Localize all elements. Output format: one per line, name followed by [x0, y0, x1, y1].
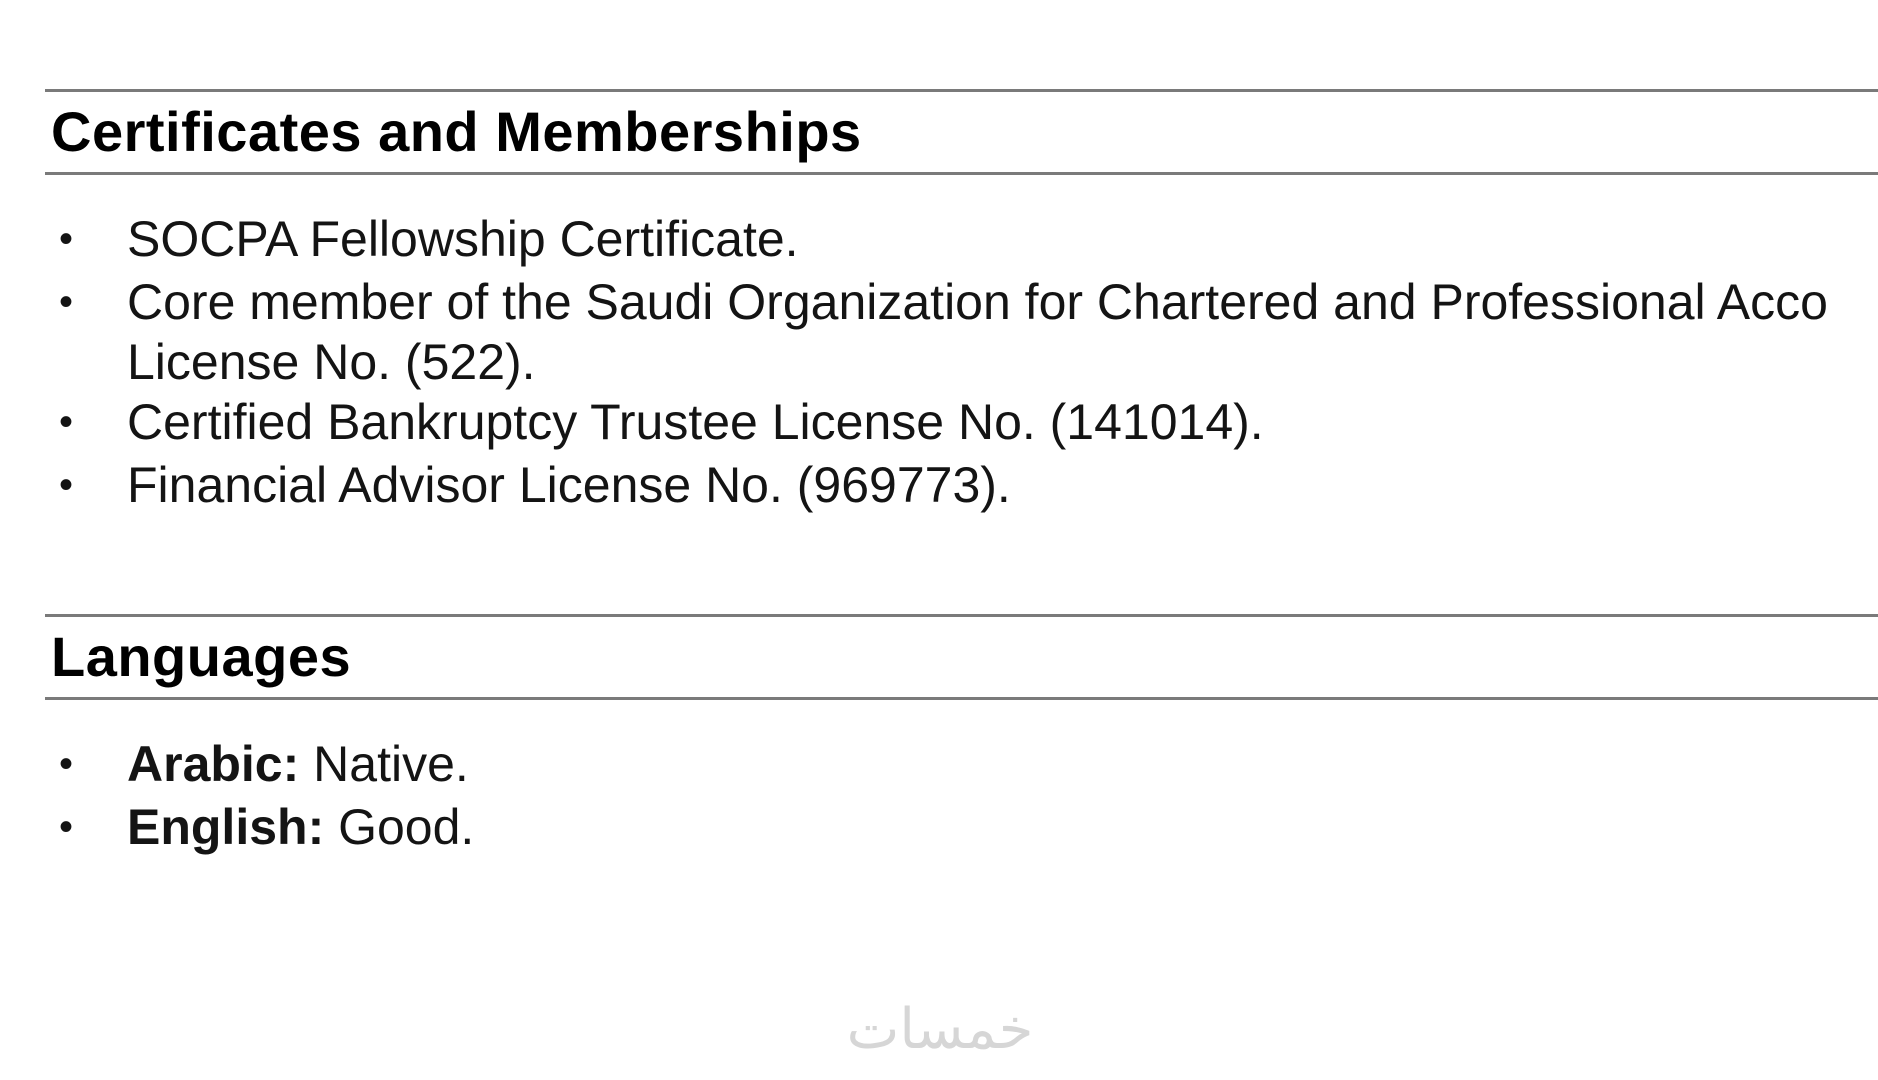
bullet-icon: • — [58, 805, 73, 849]
bullet-icon: • — [58, 280, 73, 324]
list-item — [45, 734, 1878, 794]
language-name: Arabic: — [127, 736, 300, 792]
list-item — [45, 797, 1878, 857]
bullet-icon: • — [58, 463, 73, 507]
section-bottom-rule — [45, 172, 1878, 175]
list-item — [45, 455, 1878, 515]
section-bottom-rule — [45, 697, 1878, 700]
list-item-text: Certified Bankruptcy Trustee License No. (141014). — [127, 394, 1264, 450]
list-item-continuation: License No. (522). — [127, 334, 536, 390]
list-item — [45, 272, 1878, 392]
list-item — [45, 392, 1878, 452]
list-item-text: Financial Advisor License No. (969773). — [127, 457, 1011, 513]
languages-list — [45, 734, 1878, 857]
certificates-list — [45, 209, 1878, 515]
bullet-icon: • — [58, 400, 73, 444]
certificates-heading: Certificates and Memberships — [51, 100, 862, 163]
watermark-logo: خمسات — [846, 997, 1034, 1062]
language-name: English: — [127, 799, 325, 855]
languages-heading: Languages — [51, 625, 352, 688]
certificates-section — [45, 89, 1878, 515]
languages-section — [45, 614, 1878, 857]
language-level: Native. — [299, 736, 469, 792]
list-item-text: SOCPA Fellowship Certificate. — [127, 211, 799, 267]
bullet-icon: • — [58, 742, 73, 786]
language-level: Good. — [324, 799, 475, 855]
bullet-icon: • — [58, 217, 73, 261]
list-item — [45, 209, 1878, 269]
list-item-text: Core member of the Saudi Organization for Chartered and Professional Acco — [127, 274, 1828, 330]
